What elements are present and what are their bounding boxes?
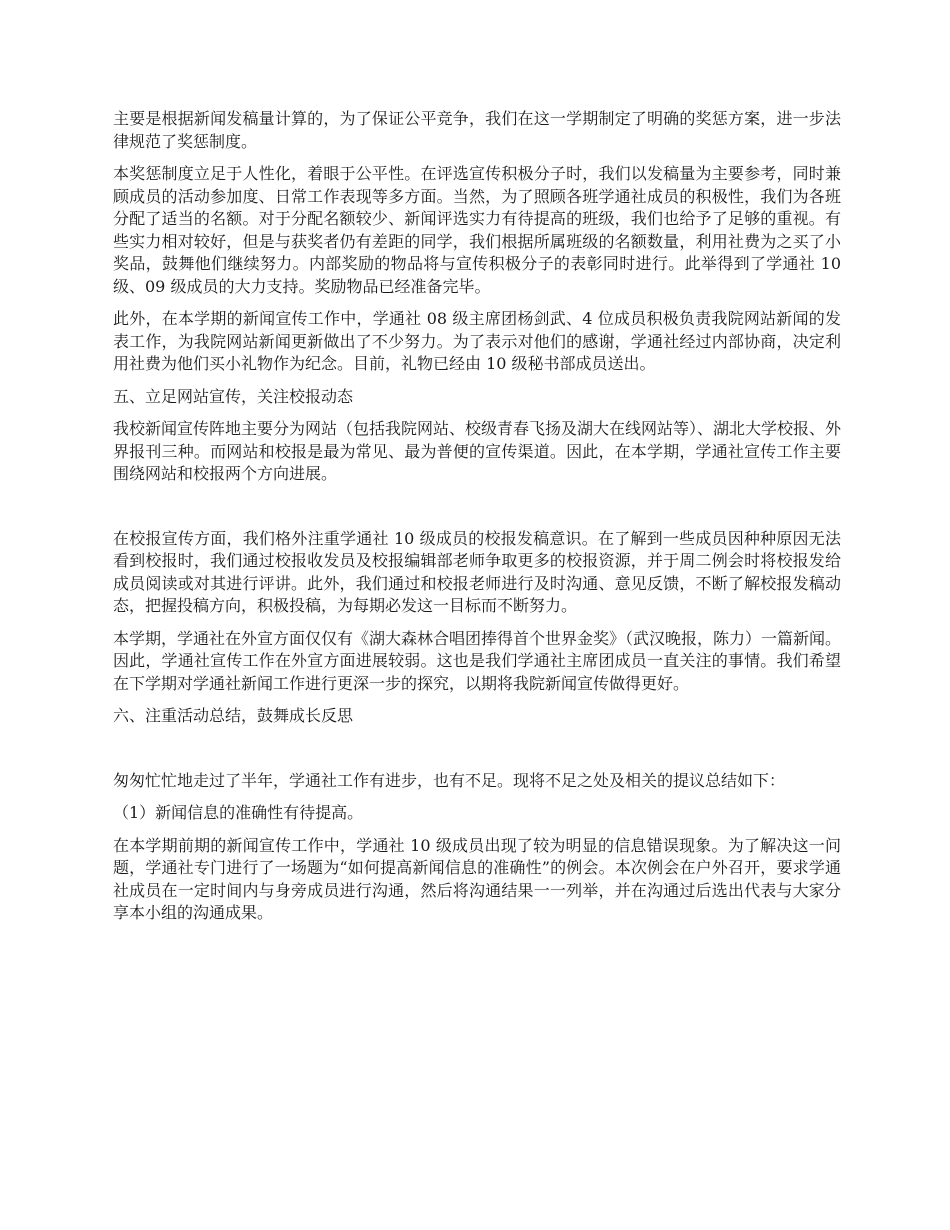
document-page <box>113 108 841 925</box>
paragraph-campus-newspaper: 在校报宣传方面，我们格外注重学通社 10 级成员的校报发稿意识。在了解到一些成员因种种原因无法看到校报时，我们通过校报收发员及校报编辑部老师争取更多的校报资源，并于周二例会时将校报发给成员阅读或对其进行评讲。此外，我们通过和校报老师进行及时沟通、意见反馈，不断了解校报发稿动态，把握投稿方向，积极投稿，为每期必发这一目标而不断努力。 <box>113 528 841 615</box>
paragraph-reward-plan: 主要是根据新闻发稿量计算的，为了保证公平竞争，我们在这一学期制定了明确的奖惩方案，进一步法律规范了奖惩制度。 <box>113 109 841 151</box>
paragraph-external-publicity: 本学期，学通社在外宣方面仅仅有《湖大森林合唱团捧得首个世界金奖》（武汉晚报，陈力）一篇新闻。因此，学通社宣传工作在外宣方面进展较弱。这也是我们学通社主席团成员一直关注的事情。我们希望在下学期对学通社新闻工作进行更深一步的探究，以期将我院新闻宣传做得更好。 <box>113 628 842 693</box>
blank-spacer <box>113 728 841 770</box>
list-item-1: （1）新闻信息的准确性有待提高。 <box>113 803 364 822</box>
section-heading-6: 六、注重活动总结，鼓舞成长反思 <box>113 706 354 725</box>
paragraph-publicity-channels: 我校新闻宣传阵地主要分为网站（包括我院网站、校级青春飞扬及湖大在线网站等）、湖北大学校报、外界报刊三种。而网站和校报是最为常见、最为普便的宣传渠道。因此，在本学期，学通社宣传工作主要围绕网站和校报两个方向进展。 <box>113 419 842 483</box>
section-heading-5: 五、立足网站宣传，关注校报动态 <box>113 386 354 406</box>
paragraph-summary-intro: 匆匆忙忙地走过了半年，学通社工作有进步，也有不足。现将不足之处及相关的提议总结如下： <box>113 770 786 790</box>
blank-spacer <box>113 486 841 528</box>
paragraph-accuracy-meeting: 在本学期前期的新闻宣传工作中，学通社 10 级成员出现了较为明显的信息错误现象。为了解决这一问题，学通社专门进行了一场题为“如何提高新闻信息的准确性”的例会。本次例会在户外召开，要求学通社成员在一定时间内与身旁成员进行沟通，然后将沟通结果一一列举，并在沟通过后选出代表与大家分享本小组的沟通成果。 <box>113 835 841 922</box>
paragraph-website-contributors: 此外，在本学期的新闻宣传工作中，学通社 08 级主席团杨剑武、4 位成员积极负责我院网站新闻的发表工作，为我院网站新闻更新做出了不少努力。为了表示对他们的感谢，学通社经过内部协商，决定利用社费为他们买小礼物作为纪念。目前，礼物已经由 10 级秘书部成员送出。 <box>113 309 841 373</box>
paragraph-reward-system: 本奖惩制度立足于人性化，着眼于公平性。在评选宣传积极分子时，我们以发稿量为主要参考，同时兼顾成员的活动参加度、日常工作表现等多方面。当然，为了照顾各班学通社成员的积极性，我们为各班分配了适当的名额。对于分配名额较少、新闻评选实力有待提高的班级，我们也给予了足够的重视。有些实力相对较好，但是与获奖者仍有差距的同学，我们根据所属班级的名额数量，利用社费为之买了小奖品，鼓舞他们继续努力。内部奖励的物品将与宣传积极分子的表彰同时进行。此举得到了学通社 10 级、09 级成员的大力支持。奖励物品已经准备完毕。 <box>113 164 841 296</box>
